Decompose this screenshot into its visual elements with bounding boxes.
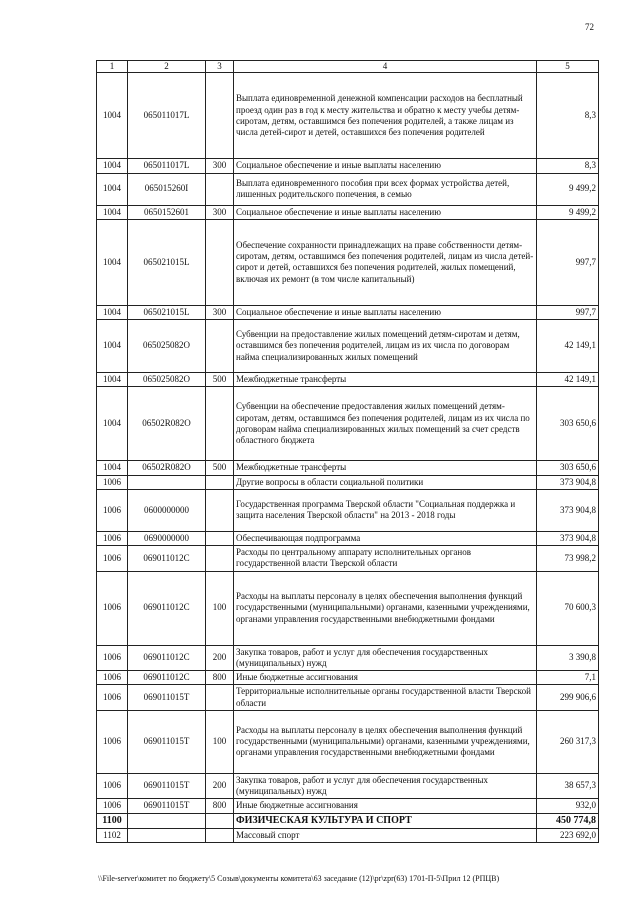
expense-type-cell	[206, 813, 234, 829]
name-cell: Государственная программа Тверской области "Социальная поддержка и защита населения Тверской области" на 2013 - 2018 годы	[234, 489, 537, 531]
code-cell: 06502R082O	[128, 387, 206, 461]
amount-cell: 373 904,8	[537, 489, 599, 531]
expense-type-cell: 200	[206, 645, 234, 671]
table-row	[97, 373, 599, 387]
code-cell: 0690000000	[128, 531, 206, 545]
name-cell: Межбюджетные трансферты	[234, 373, 537, 387]
table-header	[97, 61, 599, 73]
header-row	[97, 61, 599, 73]
table-row	[97, 387, 599, 461]
name-cell: Обеспечивающая подпрограмма	[234, 531, 537, 545]
code-cell: 069011015T	[128, 773, 206, 799]
page-number: 72	[585, 22, 594, 32]
header-col-4: 4	[234, 61, 537, 73]
expense-type-cell	[206, 219, 234, 305]
table-row	[97, 461, 599, 475]
name-cell: Другие вопросы в области социальной политики	[234, 475, 537, 489]
section-cell: 1004	[97, 461, 128, 475]
expense-type-cell: 200	[206, 773, 234, 799]
table-row	[97, 531, 599, 545]
section-cell: 1004	[97, 73, 128, 159]
expense-type-cell	[206, 546, 234, 572]
table-row	[97, 829, 599, 843]
header-col-2: 2	[128, 61, 206, 73]
expense-type-cell	[206, 531, 234, 545]
section-cell: 1004	[97, 387, 128, 461]
name-cell: Социальное обеспечение и иные выплаты населению	[234, 159, 537, 173]
amount-cell: 260 317,3	[537, 710, 599, 773]
section-cell: 1004	[97, 173, 128, 205]
name-cell: Массовый спорт	[234, 829, 537, 843]
budget-table	[96, 60, 599, 843]
amount-cell: 299 906,6	[537, 685, 599, 711]
header-col-5: 5	[537, 61, 599, 73]
section-cell: 1004	[97, 219, 128, 305]
amount-cell: 373 904,8	[537, 531, 599, 545]
section-cell: 1004	[97, 373, 128, 387]
amount-cell: 932,0	[537, 799, 599, 813]
code-cell: 065025082O	[128, 320, 206, 373]
expense-type-cell	[206, 489, 234, 531]
amount-cell: 303 650,6	[537, 387, 599, 461]
code-cell: 069011015T	[128, 710, 206, 773]
amount-cell: 73 998,2	[537, 546, 599, 572]
name-cell: Субвенции на обеспечение предоставления жилых помещений детям-сиротам, детям, оставшимся без попечения родителей, лицам из их числа по договорам найма специализированных жилых помещений за счет средств областного бюджета	[234, 387, 537, 461]
table-row	[97, 475, 599, 489]
expense-type-cell: 100	[206, 571, 234, 645]
expense-type-cell	[206, 320, 234, 373]
section-cell: 1006	[97, 710, 128, 773]
expense-type-cell	[206, 475, 234, 489]
section-cell: 1102	[97, 829, 128, 843]
code-cell: 06502R082O	[128, 461, 206, 475]
code-cell	[128, 813, 206, 829]
expense-type-cell: 500	[206, 373, 234, 387]
code-cell: 065011017L	[128, 73, 206, 159]
name-cell: Иные бюджетные ассигнования	[234, 799, 537, 813]
section-cell: 1006	[97, 489, 128, 531]
amount-cell: 373 904,8	[537, 475, 599, 489]
section-cell: 1004	[97, 305, 128, 319]
code-cell: 069011015T	[128, 685, 206, 711]
section-cell: 1006	[97, 546, 128, 572]
table-row	[97, 73, 599, 159]
amount-cell: 7,1	[537, 671, 599, 685]
name-cell: Иные бюджетные ассигнования	[234, 671, 537, 685]
code-cell: 0600000000	[128, 489, 206, 531]
expense-type-cell: 300	[206, 205, 234, 219]
expense-type-cell	[206, 387, 234, 461]
name-cell: Межбюджетные трансферты	[234, 461, 537, 475]
amount-cell: 38 657,3	[537, 773, 599, 799]
expense-type-cell	[206, 829, 234, 843]
name-cell: ФИЗИЧЕСКАЯ КУЛЬТУРА И СПОРТ	[234, 813, 537, 829]
amount-cell: 997,7	[537, 305, 599, 319]
expense-type-cell	[206, 685, 234, 711]
section-cell: 1004	[97, 205, 128, 219]
table-row	[97, 159, 599, 173]
code-cell	[128, 475, 206, 489]
name-cell: Расходы по центральному аппарату исполнительных органов государственной власти Тверской области	[234, 546, 537, 572]
section-cell: 1006	[97, 671, 128, 685]
name-cell: Закупка товаров, работ и услуг для обеспечения государственных (муниципальных) нужд	[234, 645, 537, 671]
header-col-3: 3	[206, 61, 234, 73]
footer-file-path: \\File-server\комитет по бюджету\5 Созыв\документы комитета\63 заседание (12)\pr\zpr(63) 1701-П-5\Прил 12 (РПЦВ)	[98, 874, 500, 883]
name-cell: Выплата единовременной денежной компенсации расходов на бесплатный проезд один раз в год к месту жительства и обратно к месту учебы детям-сиротам, детям, оставшимся без попечения родителей, а также лицам из числа детей-сирот и детей, оставшихся без попечения родителей	[234, 73, 537, 159]
section-cell: 1006	[97, 685, 128, 711]
name-cell: Субвенции на предоставление жилых помещений детям-сиротам и детям, оставшимся без попечения родителей, лицам из их числа по договорам найма специализированных жилых помещений	[234, 320, 537, 373]
code-cell: 065011017L	[128, 159, 206, 173]
expense-type-cell	[206, 173, 234, 205]
code-cell: 065015260I	[128, 173, 206, 205]
expense-type-cell: 800	[206, 799, 234, 813]
table-row	[97, 710, 599, 773]
amount-cell: 303 650,6	[537, 461, 599, 475]
amount-cell: 42 149,1	[537, 320, 599, 373]
section-cell: 1006	[97, 475, 128, 489]
amount-cell: 9 499,2	[537, 205, 599, 219]
section-cell: 1004	[97, 159, 128, 173]
name-cell: Закупка товаров, работ и услуг для обеспечения государственных (муниципальных) нужд	[234, 773, 537, 799]
header-col-1: 1	[97, 61, 128, 73]
code-cell: 069011012C	[128, 546, 206, 572]
amount-cell: 223 692,0	[537, 829, 599, 843]
name-cell: Социальное обеспечение и иные выплаты населению	[234, 305, 537, 319]
expense-type-cell: 100	[206, 710, 234, 773]
section-cell: 1006	[97, 645, 128, 671]
amount-cell: 3 390,8	[537, 645, 599, 671]
code-cell: 069011012C	[128, 671, 206, 685]
section-cell: 1006	[97, 571, 128, 645]
amount-cell: 8,3	[537, 73, 599, 159]
code-cell: 069011012C	[128, 645, 206, 671]
name-cell: Расходы на выплаты персоналу в целях обеспечения выполнения функций государственными (муниципальными) органами, казенными учреждениями, органами управления государственными внебюджетными фондами	[234, 571, 537, 645]
section-cell: 1006	[97, 531, 128, 545]
code-cell: 065025082O	[128, 373, 206, 387]
amount-cell: 450 774,8	[537, 813, 599, 829]
code-cell: 069011012C	[128, 571, 206, 645]
expense-type-cell: 300	[206, 305, 234, 319]
section-cell: 1006	[97, 799, 128, 813]
name-cell: Выплата единовременного пособия при всех формах устройства детей, лишенных родительского попечения, в семью	[234, 173, 537, 205]
section-cell: 1100	[97, 813, 128, 829]
name-cell: Территориальные исполнительные органы государственной власти Тверской области	[234, 685, 537, 711]
table-row	[97, 813, 599, 829]
table-row	[97, 219, 599, 305]
name-cell: Обеспечение сохранности принадлежащих на праве собственности детям-сиротам, детям, оставшимся без попечения родителей, лицам из числа детей-сирот и детей, оставшихся без попечения родителей, жилых помещений, включая их ремонт (в том числе капитальный)	[234, 219, 537, 305]
table-row	[97, 205, 599, 219]
expense-type-cell: 800	[206, 671, 234, 685]
name-cell: Расходы на выплаты персоналу в целях обеспечения выполнения функций государственными (муниципальными) органами, казенными учреждениями, органами управления государственными внебюджетными фондами	[234, 710, 537, 773]
code-cell: 0650152601	[128, 205, 206, 219]
table-row	[97, 489, 599, 531]
code-cell: 065021015L	[128, 219, 206, 305]
table-row	[97, 173, 599, 205]
expense-type-cell: 500	[206, 461, 234, 475]
amount-cell: 997,7	[537, 219, 599, 305]
expense-type-cell: 300	[206, 159, 234, 173]
table-row	[97, 571, 599, 645]
table-row	[97, 320, 599, 373]
code-cell	[128, 829, 206, 843]
amount-cell: 42 149,1	[537, 373, 599, 387]
table-row	[97, 799, 599, 813]
table-row	[97, 671, 599, 685]
amount-cell: 70 600,3	[537, 571, 599, 645]
amount-cell: 9 499,2	[537, 173, 599, 205]
section-cell: 1004	[97, 320, 128, 373]
table-row	[97, 685, 599, 711]
code-cell: 065021015L	[128, 305, 206, 319]
section-cell: 1006	[97, 773, 128, 799]
name-cell: Социальное обеспечение и иные выплаты населению	[234, 205, 537, 219]
code-cell: 069011015T	[128, 799, 206, 813]
table-body	[97, 73, 599, 843]
table-row	[97, 305, 599, 319]
table-row	[97, 645, 599, 671]
expense-type-cell	[206, 73, 234, 159]
amount-cell: 8,3	[537, 159, 599, 173]
table-row	[97, 546, 599, 572]
table-row	[97, 773, 599, 799]
